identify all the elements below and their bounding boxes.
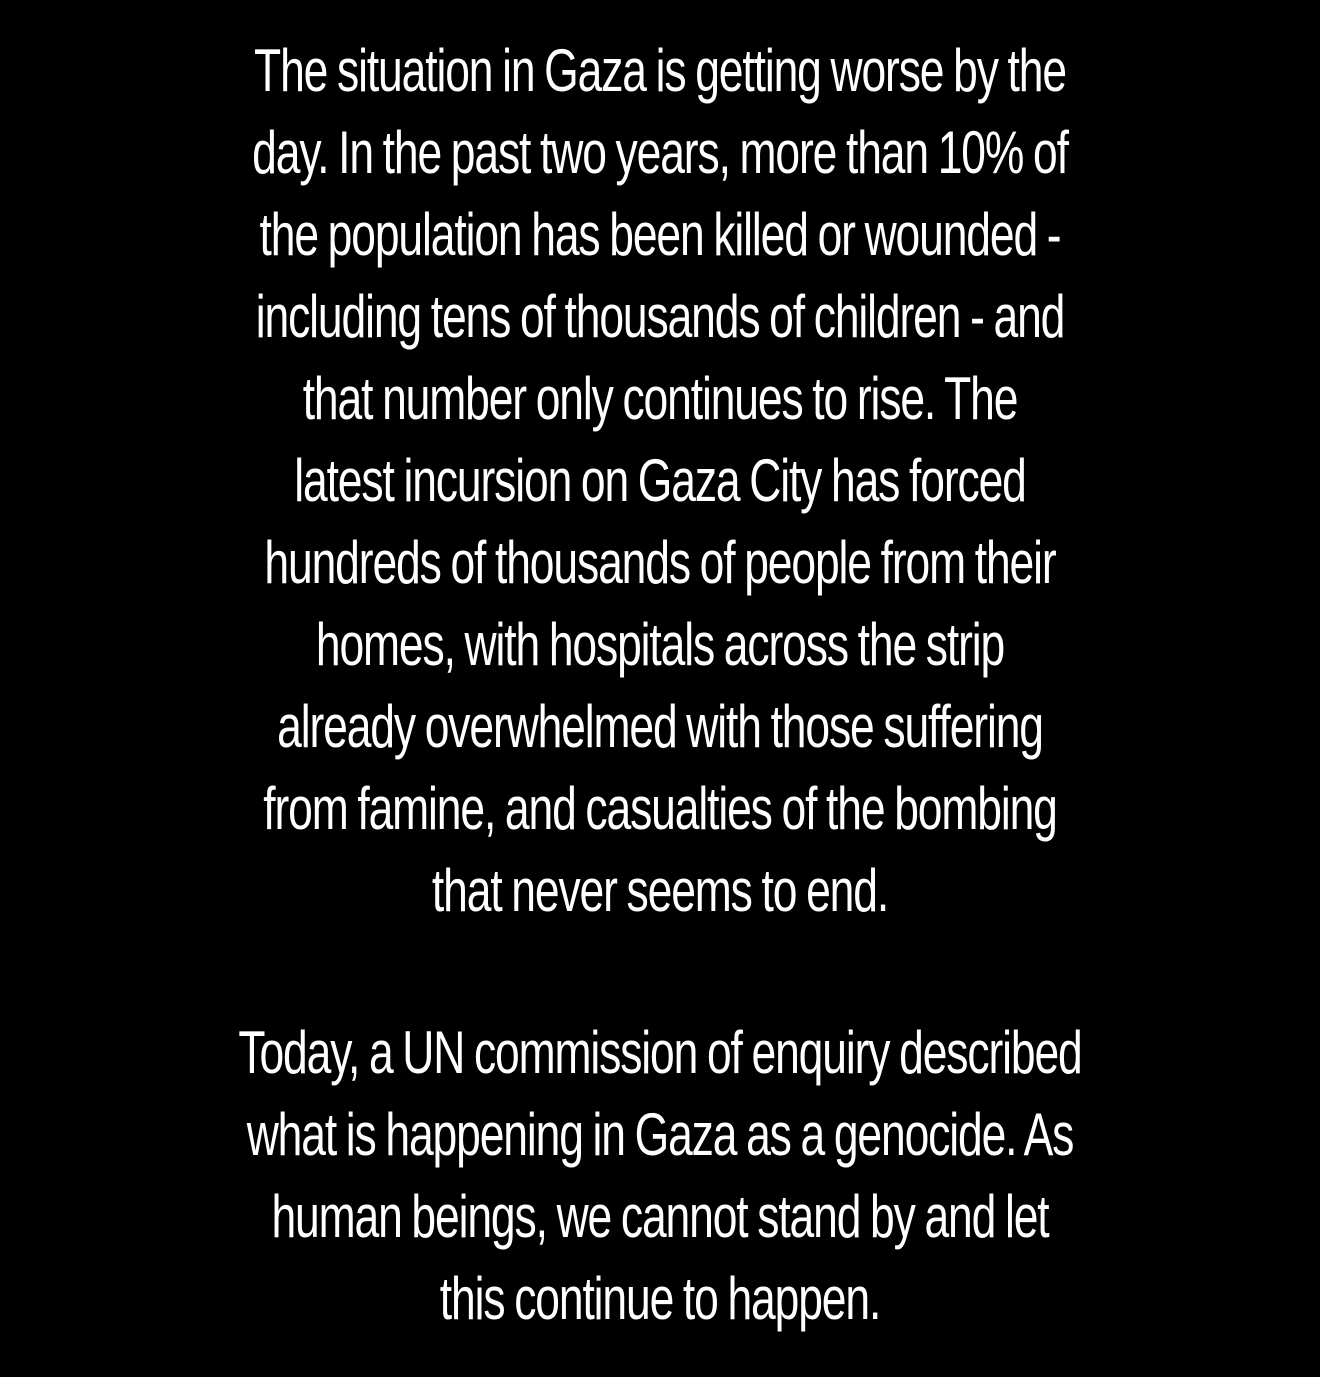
- text-line: that number only continues to rise. The: [302, 365, 1018, 432]
- text-line: what is happening in Gaza as a genocide. As: [246, 1101, 1074, 1168]
- text-line: that never seems to end.: [431, 857, 889, 924]
- text-line: The situation in Gaza is getting worse by the: [254, 37, 1066, 104]
- text-line: hundreds of thousands of people from their: [264, 529, 1056, 596]
- text-line: human beings, we cannot stand by and let: [271, 1183, 1049, 1250]
- text-line: homes, with hospitals across the strip: [315, 611, 1005, 678]
- paragraph-2: [172, 1012, 1149, 1340]
- text-line: already overwhelmed with those suffering: [277, 693, 1043, 760]
- text-line: from famine, and casualties of the bombing: [263, 775, 1057, 842]
- text-line: including tens of thousands of children - and: [255, 283, 1065, 350]
- text-line: the population has been killed or wounded -: [259, 201, 1061, 268]
- text-line: Today, a UN commission of enquiry described: [238, 1019, 1082, 1086]
- text-line: this continue to happen.: [439, 1265, 881, 1332]
- text-line: day. In the past two years, more than 10% of: [252, 119, 1068, 186]
- text-line: latest incursion on Gaza City has forced: [294, 447, 1026, 514]
- paragraph-1: [172, 30, 1149, 932]
